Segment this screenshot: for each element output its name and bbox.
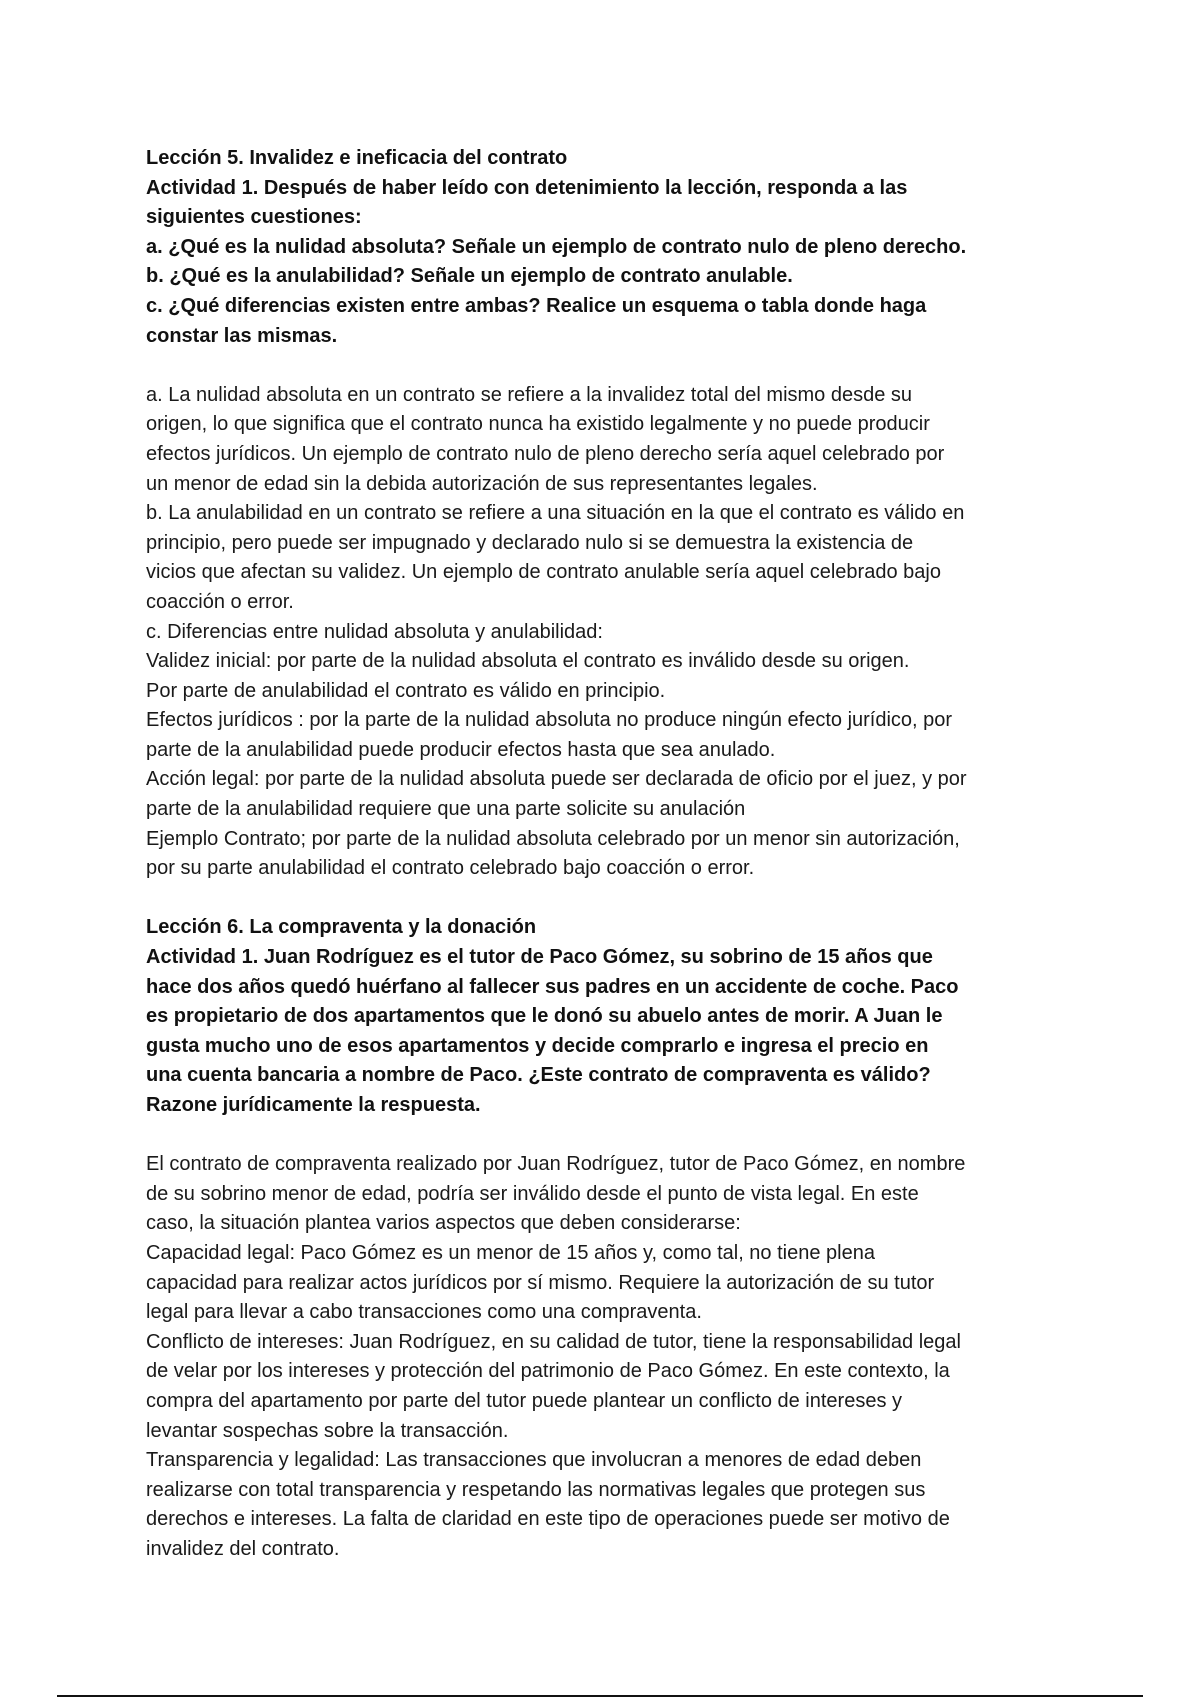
answer-line: c. Diferencias entre nulidad absoluta y anulabilidad: <box>146 620 603 643</box>
answer-line: compra del apartamento por parte del tutor puede plantear un conflicto de intereses y <box>146 1389 903 1412</box>
answer-line: origen, lo que significa que el contrato nunca ha existido legalmente y no puede producir <box>146 413 930 436</box>
answer-line: caso, la situación plantea varios aspectos que deben considerarse: <box>146 1212 741 1235</box>
answer-line: Efectos jurídicos : por la parte de la nulidad absoluta no produce ningún efecto jurídico, por <box>146 709 953 732</box>
answer-line: principio, pero puede ser impugnado y declarado nulo si se demuestra la existencia de <box>146 531 914 554</box>
answer-line: Validez inicial: por parte de la nulidad absoluta el contrato es inválido desde su origen. <box>146 650 910 673</box>
answer-line: por su parte anulabilidad el contrato celebrado bajo coacción o error. <box>146 857 755 880</box>
lesson-6-answer <box>146 1150 1066 1564</box>
paragraph-gap <box>146 351 1066 381</box>
question-line: una cuenta bancaria a nombre de Paco. ¿Este contrato de compraventa es válido? <box>146 1064 931 1087</box>
lesson-6-heading: Lección 6. La compraventa y la donación <box>146 916 537 939</box>
lesson-5-question <box>146 174 1066 352</box>
page-bottom-rule <box>57 1695 1143 1697</box>
question-line: a. ¿Qué es la nulidad absoluta? Señale un ejemplo de contrato nulo de pleno derecho. <box>146 235 967 258</box>
answer-line: realizarse con total transparencia y respetando las normativas legales que protegen sus <box>146 1478 926 1501</box>
answer-line: derechos e intereses. La falta de claridad en este tipo de operaciones puede ser motivo de <box>146 1508 950 1531</box>
answer-line: invalidez del contrato. <box>146 1537 340 1560</box>
answer-line: Capacidad legal: Paco Gómez es un menor de 15 años y, como tal, no tiene plena <box>146 1241 875 1264</box>
question-line: gusta mucho uno de esos apartamentos y decide comprarlo e ingresa el precio en <box>146 1034 929 1057</box>
question-line: constar las mismas. <box>146 324 338 347</box>
lesson-6-question <box>146 943 1066 1121</box>
lesson-5-answer <box>146 381 1066 884</box>
answer-line: coacción o error. <box>146 590 294 613</box>
answer-line: b. La anulabilidad en un contrato se refiere a una situación en la que el contrato es válido en <box>146 502 965 525</box>
question-line: Actividad 1. Después de haber leído con detenimiento la lección, responda a las <box>146 176 908 199</box>
question-line: b. ¿Qué es la anulabilidad? Señale un ejemplo de contrato anulable. <box>146 265 793 288</box>
question-line: es propietario de dos apartamentos que le donó su abuelo antes de morir. A Juan le <box>146 1005 943 1028</box>
answer-line: efectos jurídicos. Un ejemplo de contrato nulo de pleno derecho sería aquel celebrado por <box>146 442 945 465</box>
lesson-5-heading: Lección 5. Invalidez e ineficacia del contrato <box>146 147 568 169</box>
section-gap <box>146 884 1066 914</box>
paragraph-gap <box>146 1121 1066 1151</box>
question-line: c. ¿Qué diferencias existen entre ambas? Realice un esquema o tabla donde haga <box>146 294 927 317</box>
answer-line: legal para llevar a cabo transacciones como una compraventa. <box>146 1301 702 1324</box>
answer-line: de velar por los intereses y protección del patrimonio de Paco Gómez. En este contexto, la <box>146 1360 950 1383</box>
answer-line: de su sobrino menor de edad, podría ser inválido desde el punto de vista legal. En este <box>146 1182 919 1205</box>
answer-line: levantar sospechas sobre la transacción. <box>146 1419 509 1442</box>
answer-line: parte de la anulabilidad puede producir efectos hasta que sea anulado. <box>146 738 776 761</box>
answer-line: Transparencia y legalidad: Las transacciones que involucran a menores de edad deben <box>146 1449 922 1472</box>
lesson-6-section <box>146 913 1066 1564</box>
question-line: hace dos años quedó huérfano al fallecer sus padres en un accidente de coche. Paco <box>146 975 959 998</box>
question-line: Actividad 1. Juan Rodríguez es el tutor de Paco Gómez, su sobrino de 15 años que <box>146 946 933 969</box>
question-line: Razone jurídicamente la respuesta. <box>146 1094 481 1116</box>
answer-line: Por parte de anulabilidad el contrato es válido en principio. <box>146 679 666 702</box>
answer-line: El contrato de compraventa realizado por Juan Rodríguez, tutor de Paco Gómez, en nombre <box>146 1153 966 1176</box>
answer-line: capacidad para realizar actos jurídicos por sí mismo. Requiere la autorización de su tutor <box>146 1271 935 1294</box>
answer-line: vicios que afectan su validez. Un ejemplo de contrato anulable sería aquel celebrado bajo <box>146 561 941 584</box>
answer-line: Conflicto de intereses: Juan Rodríguez, en su calidad de tutor, tiene la responsabilidad legal <box>146 1330 961 1353</box>
answer-line: parte de la anulabilidad requiere que una parte solicite su anulación <box>146 798 746 821</box>
lesson-5-section <box>146 144 1066 884</box>
document-page <box>146 144 1066 1565</box>
question-line: siguientes cuestiones: <box>146 206 362 229</box>
answer-line: a. La nulidad absoluta en un contrato se refiere a la invalidez total del mismo desde su <box>146 383 913 406</box>
answer-line: Acción legal: por parte de la nulidad absoluta puede ser declarada de oficio por el juez, y por <box>146 768 967 791</box>
answer-line: Ejemplo Contrato; por parte de la nulidad absoluta celebrado por un menor sin autorización, <box>146 827 960 850</box>
answer-line: un menor de edad sin la debida autorización de sus representantes legales. <box>146 472 818 495</box>
